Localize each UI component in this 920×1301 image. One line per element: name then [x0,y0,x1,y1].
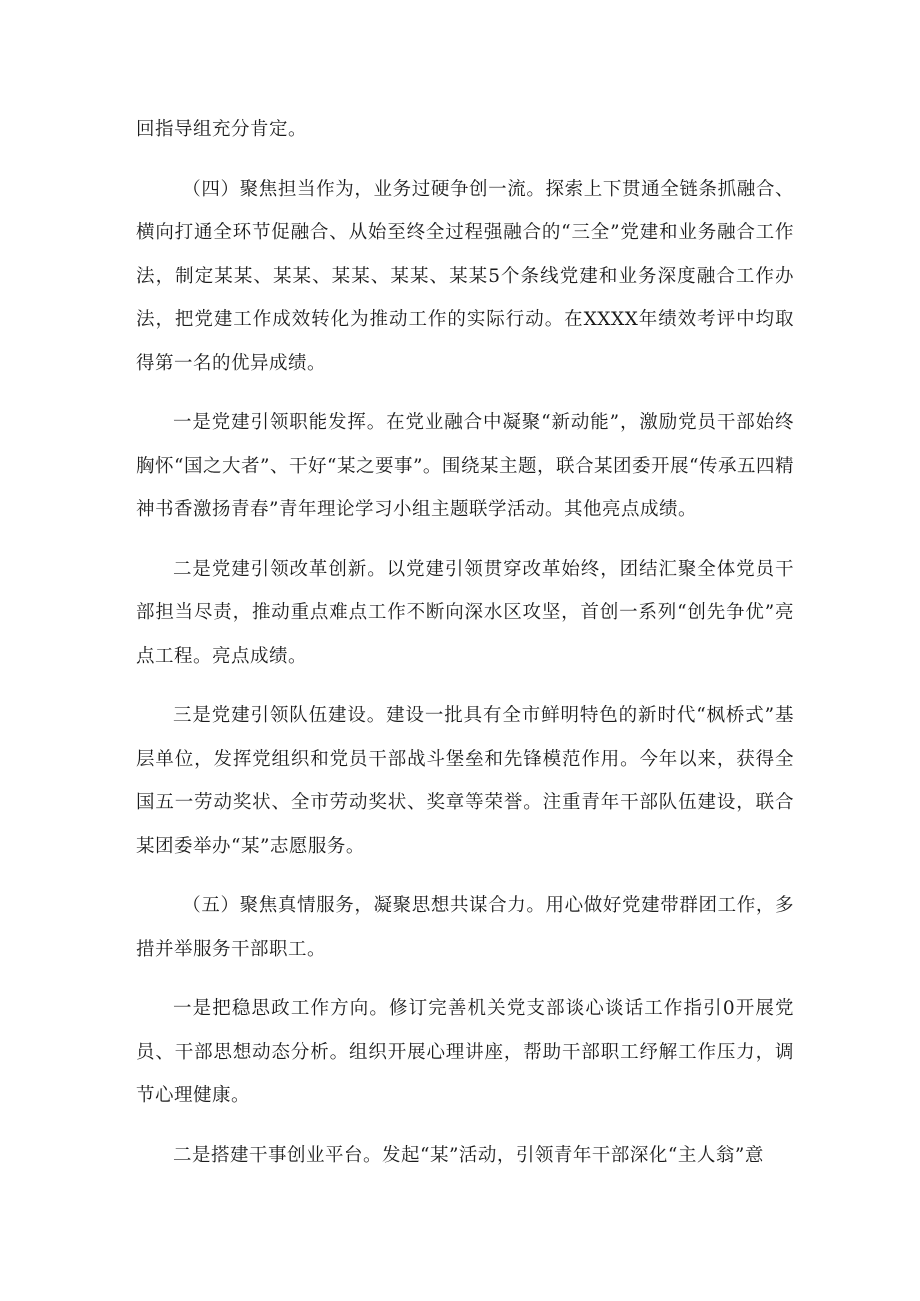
document-body [136,108,794,1177]
paragraph-ideological-work: 一是把稳思政工作方向。修订完善机关党支部谈心谈话工作指引0开展党员、干部思想动态分析。组织开展心理讲座，帮助干部职工纾解工作压力，调节心理健康。 [136,998,794,1106]
paragraph-section-four: （四）聚焦担当作为，业务过硬争创一流。探索上下贯通全链条抓融合、横向打通全环节促融合、从始至终全过程强融合的“三全”党建和业务融合工作法，制定某某、某某、某某、某某、某某5个条线党建和业务深度融合工作办法，把党建工作成效转化为推动工作的实际行动。在XXXX年绩效考评中均取得第一名的优异成绩。 [136,178,794,374]
paragraph-continuation: 回指导组充分肯定。 [136,119,308,140]
paragraph-reform-innovation: 二是党建引领改革创新。以党建引领贯穿改革始终，团结汇聚全体党员干部担当尽责，推动重点难点工作不断向深水区攻坚，首创一系列“创先争优”亮点工程。亮点成绩。 [136,558,794,667]
paragraph-function-role: 一是党建引领职能发挥。在党业融合中凝聚“新动能”，激励党员干部始终胸怀“国之大者”、干好“某之要事”。围绕某主题，联合某团委开展“传承五四精神书香激扬青春”青年理论学习小组主题联学活动。其他亮点成绩。 [136,412,794,520]
paragraph-career-platform: 二是搭建干事创业平台。发起“某”活动，引领青年干部深化“主人翁”意 [173,1144,764,1166]
paragraph-team-building: 三是党建引领队伍建设。建设一批具有全市鲜明特色的新时代“枫桥式”基层单位，发挥党组织和党员干部战斗堡垒和先锋模范作用。今年以来，获得全国五一劳动奖状、全市劳动奖状、奖章等荣誉。注重青年干部队伍建设，联合某团委举办“某”志愿服务。 [136,705,794,857]
paragraph-section-five: （五）聚焦真情服务，凝聚思想共谋合力。用心做好党建带群团工作，多措并举服务干部职工。 [136,895,794,960]
